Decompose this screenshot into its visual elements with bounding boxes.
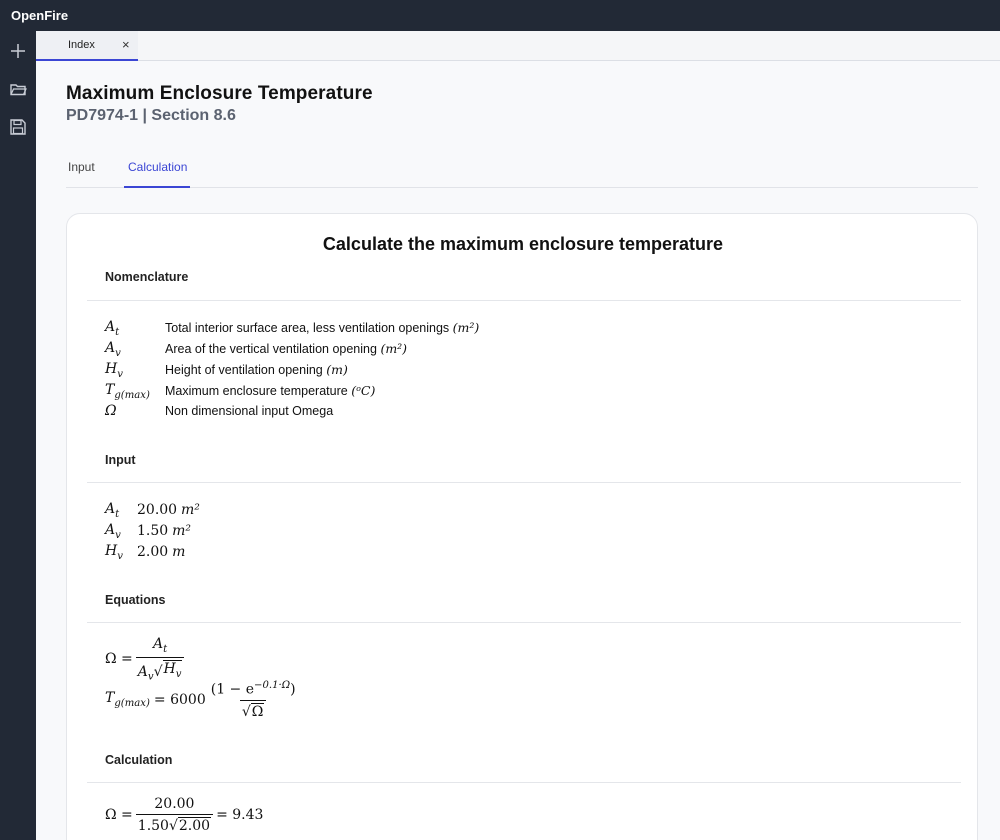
- save-icon: [9, 118, 27, 136]
- plus-icon: [9, 42, 27, 60]
- document-tabbar: [36, 31, 1000, 61]
- symbol: $H_v$: [105, 361, 123, 380]
- description: Total interior surface area, less ventilation openings (m²): [165, 320, 480, 335]
- description: Maximum enclosure temperature (ᵒC): [165, 383, 376, 398]
- card-title: Calculate the maximum enclosure temperature: [322, 234, 724, 254]
- temperature-coefficient: = 6000: [153, 691, 206, 708]
- active-tab-indicator: [124, 186, 190, 188]
- nomenclature-heading: Nomenclature: [105, 270, 189, 284]
- page-subtitle: PD7974-1 | Section 8.6: [66, 107, 236, 124]
- description: Non dimensional input Omega: [165, 404, 334, 418]
- open-button[interactable]: [7, 78, 29, 100]
- calc-result: = 9.43: [216, 807, 264, 823]
- calc-fraction: 20.00 1.50 √ 2.00: [136, 796, 213, 834]
- omega-fraction: $A_t$ $A_v$ √ $H_v$: [136, 636, 185, 682]
- save-button[interactable]: [7, 116, 29, 138]
- input-value: 1.50 m²: [137, 523, 191, 539]
- input-value: 2.00 m: [137, 544, 186, 560]
- omega-equation: [105, 636, 187, 682]
- sidebar: [0, 31, 36, 840]
- temperature-equation: [105, 680, 301, 720]
- symbol: $A_v$: [105, 340, 121, 359]
- calculation-heading: Calculation: [105, 753, 173, 767]
- equations-heading: Equations: [105, 593, 166, 607]
- description: Area of the vertical ventilation opening (m²): [165, 341, 408, 356]
- description: Height of ventilation opening (m): [165, 362, 348, 377]
- input-value: 20.00 m²: [137, 502, 200, 518]
- calc-lhs: Ω =: [105, 807, 133, 823]
- symbol: $T_{g(max)}$: [105, 382, 150, 401]
- symbol: $A_t$: [105, 501, 120, 520]
- divider: [87, 300, 961, 301]
- symbol: $A_v$: [105, 522, 121, 541]
- divider: [87, 482, 961, 483]
- document-tab-label: Index: [68, 39, 95, 51]
- close-icon[interactable]: ×: [122, 37, 130, 52]
- input-heading: Input: [105, 453, 136, 467]
- new-button[interactable]: [7, 40, 29, 62]
- tab-calculation[interactable]: Calculation: [128, 160, 188, 174]
- calculation-card: [66, 213, 978, 840]
- document-tab-index[interactable]: [36, 31, 138, 61]
- omega-lhs: Ω =: [105, 651, 133, 668]
- app-title: OpenFire: [11, 8, 69, 23]
- folder-open-icon: [9, 80, 27, 98]
- symbol: $H_v$: [105, 543, 123, 562]
- omega-calculation: [105, 796, 263, 834]
- page-title: Maximum Enclosure Temperature: [66, 83, 373, 104]
- divider: [87, 622, 961, 623]
- view-tabs: [66, 150, 978, 188]
- tab-input[interactable]: Input: [68, 160, 95, 174]
- temperature-fraction: $(1 - e^{-0.1\cdot\Omega})$ √ Ω: [210, 680, 296, 720]
- symbol: Ω: [105, 403, 117, 419]
- app-titlebar: [0, 0, 1000, 31]
- symbol: $A_t$: [105, 319, 120, 338]
- temperature-lhs: $T_{g(max)}$: [105, 690, 150, 710]
- divider: [87, 782, 961, 783]
